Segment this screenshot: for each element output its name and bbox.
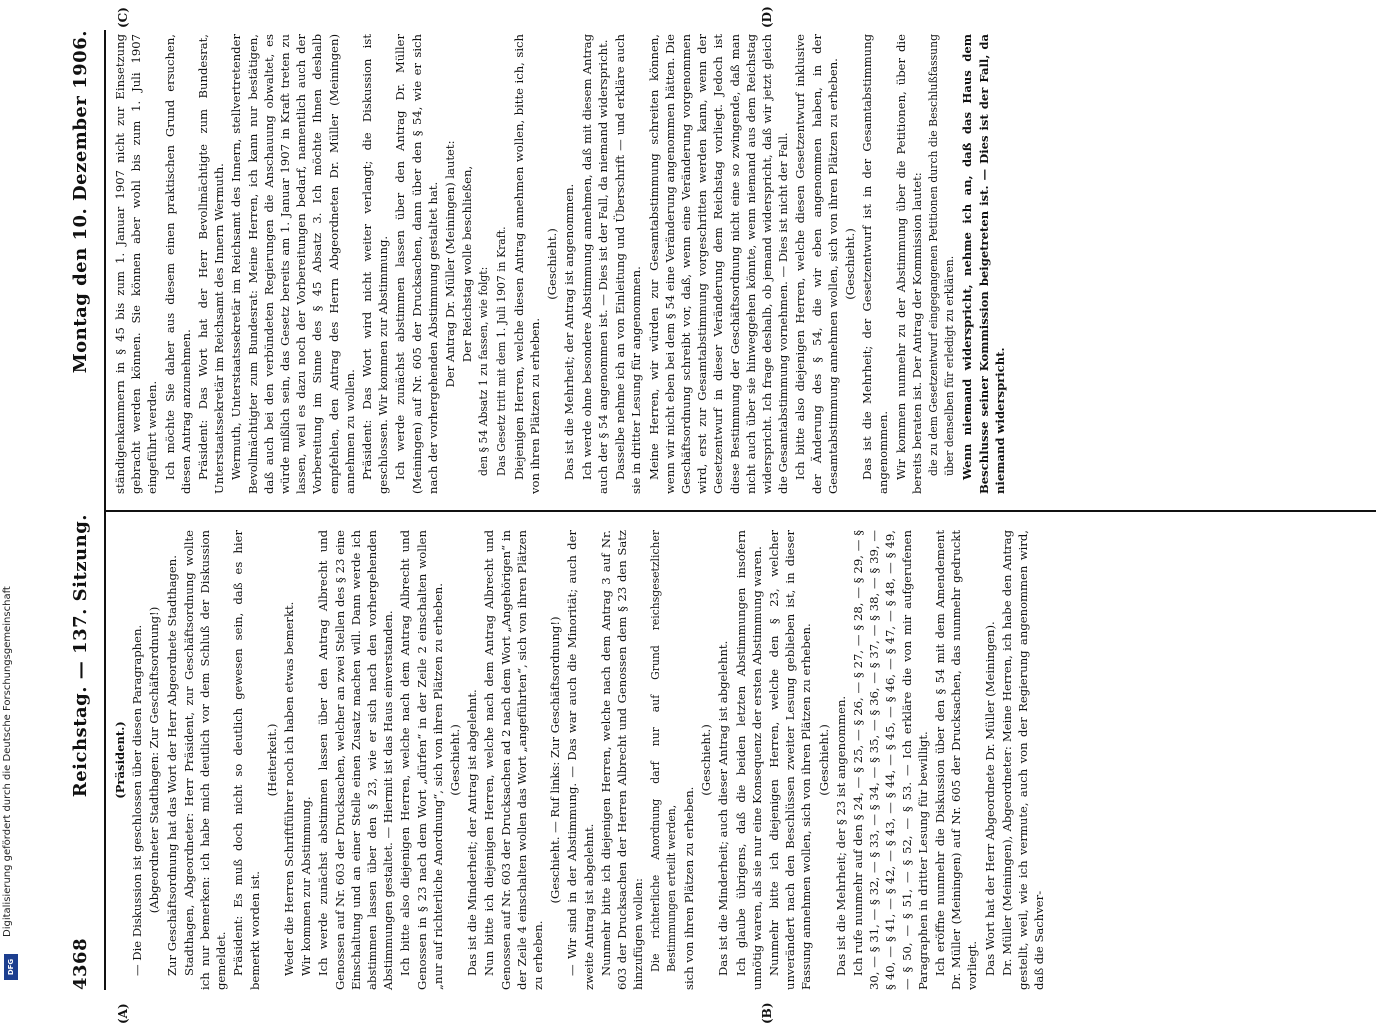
dfg-logo-icon xyxy=(4,954,18,980)
paragraph: Ich glaube übrigens, daß die beiden letzten Abstimmungen insofern unnötig waren, als sie nur eine Konsequenz der ersten Abstimmung waren. xyxy=(733,530,765,990)
paragraph: Die richterliche Anordnung darf nur auf Grund reichsgesetzlicher Bestimmungen erteilt werden, xyxy=(648,530,680,972)
paragraph: ständigenkammern in § 45 bis zum 1. Januar 1907 nicht zur Einsetzung gebracht werden können. Sie können aber wohl bis zum 1. Juli 1907 eingeführt werden. xyxy=(112,34,161,494)
column-separator xyxy=(106,510,1376,512)
paragraph: Der Antrag Dr. Müller (Meiningen) lautet: xyxy=(442,34,458,494)
paragraph: Das ist die Minderheit; der Antrag ist abgelehnt. xyxy=(464,530,480,990)
paragraph: Präsident: Es muß doch nicht so deutlich gewesen sein, daß es hier bemerkt worden ist. xyxy=(230,530,262,990)
paragraph: Wermuth, Unterstaatssekretär im Reichsamt des Innern, stellvertretender Bevollmächtigter zum Bundesrat: Meine Herren, ich kann nur bestätigen, daß auch bei den verbündeten Regierungen die Anschauung obwaltet, es würde mißlich sein, das Gesetz bereits am 1. Januar 1907 in Kraft treten zu lassen, weil es dazu noch der Vorbereitungen bedarf, namentlich auch der Vorbereitung im Sinne des § 45 Absatz 3. Ich möchte Ihnen deshalb empfehlen, den Antrag des Herrn Abgeordneten Dr. Müller (Meiningen) annehmen zu wollen. xyxy=(228,34,358,494)
margin-mark-a: (A) xyxy=(116,1003,130,1024)
paragraph: Ich rufe nunmehr auf den § 24, — § 25, — § 26, — § 27, — § 28, — § 29, — § 30, — § 31, — § 32, — § 33, — § 34, — § 35, — § 36, — § 37, — § 38, — § 39, — § 40, — § 41, — § 42, — § 43, — § 44, — § 45, — § 46, — § 47, — § 48, — § 49, — § 50, — § 51, — § 52, — § 53. — Ich erkläre die von mir aufgerufenen Paragraphen in dritter Lesung für bewilligt. xyxy=(850,530,931,990)
paragraph: (Geschieht.) xyxy=(842,34,858,494)
paragraph: Präsident: Das Wort wird nicht weiter verlangt; die Diskussion ist geschlossen. Wir kommen zur Abstimmung. xyxy=(359,34,391,494)
paragraph: Das ist die Mehrheit; der Antrag ist angenommen. xyxy=(561,34,577,494)
paragraph: Der Reichstag wolle beschließen, xyxy=(459,34,475,494)
paragraph: (Präsident.) xyxy=(112,530,128,990)
paragraph: (Geschieht.) xyxy=(816,530,832,990)
right-column xyxy=(112,34,1009,494)
paragraph: Nun bitte ich diejenigen Herren, welche nach dem Antrag Albrecht und Genossen auf Nr. 603 der Drucksachen ad 2 nach dem Wort „Angehörigen“ in der Zeile 4 einschalten wollen das Wort „angeführten“, sich von ihren Plätzen zu erheben. xyxy=(481,530,546,990)
paragraph: sich von ihren Plätzen zu erheben. xyxy=(681,530,697,990)
paragraph: die zu dem Gesetzentwurf eingegangenen Petitionen durch die Beschlußfassung über denselben für erledigt zu erklären. xyxy=(926,34,958,476)
paragraph: Wir kommen zur Abstimmung. xyxy=(298,530,314,990)
paragraph: — Die Diskussion ist geschlossen über diesen Paragraphen. xyxy=(129,530,145,990)
paragraph: Meine Herren, wir würden zur Gesamtabstimmung schreiten können, wenn wir nicht eben bei dem § 54 eine Veränderung angenommen hätten. Die Geschäftsordnung schreibt vor, daß, wenn eine Veränderung vorgenommen wird, erst zur Gesamtabstimmung vorgeschritten werden kann, wenn der Gesetzentwurf in dieser Veränderung dem Reichstag vorliegt. Jedoch ist diese Bestimmung der Geschäftsordnung nicht eine so zwingende, daß man nicht auch über sie hinweggehen könnte, wenn niemand aus dem Reichstag widerspricht. Ich frage deshalb, ob jemand widerspricht, daß wir jetzt gleich die Gesamtabstimmung vornehmen. — Dies ist nicht der Fall. xyxy=(646,34,792,494)
paragraph: Ich bitte also diejenigen Herren, welche diesen Gesetzentwurf inklusive der Änderung des § 54, die wir eben angenommen haben, in der Gesamtabstimmung annehmen wollen, sich von ihren Plätzen zu erheben. xyxy=(792,34,841,494)
paragraph: — Wir sind in der Abstimmung. — Das war auch die Minorität; auch der zweite Antrag ist abgelehnt. xyxy=(564,530,596,990)
page-header xyxy=(60,30,100,990)
paragraph: Zur Geschäftsordnung hat das Wort der Herr Abgeordnete Stadthagen. xyxy=(164,530,180,990)
paragraph: Das ist die Mehrheit; der Gesetzentwurf ist in der Gesamtabstimmung angenommen. xyxy=(859,34,891,494)
paragraph: Ich werde zunächst abstimmen lassen über den Antrag Albrecht und Genossen auf Nr. 603 der Drucksachen, welcher an zwei Stellen des § 23 eine Einschaltung und an einer Stelle einen Zusatz machen will. Dann werde ich abstimmen lassen über den § 23, wie er sich nach den vorhergehenden Abstimmungen gestaltet. — Hiermit ist das Haus einverstanden. xyxy=(315,530,396,990)
page-number: 4368 xyxy=(70,938,91,990)
margin-mark-b: (B) xyxy=(760,1003,774,1024)
paragraph: Nunmehr bitte ich diejenigen Herren, welche den § 23, welcher unverändert nach den Beschlüssen zweiter Lesung geblieben ist, in dieser Fassung annehmen wollen, sich von ihren Plätzen zu erheben. xyxy=(766,530,815,990)
paragraph: Ich bitte also diejenigen Herren, welche nach dem Antrag Albrecht und Genossen in § 23 nach dem Wort „dürfen“ in der Zeile 2 einschalten wollen „nur auf richterliche Anordnung“, sich von ihren Plätzen zu erheben. xyxy=(397,530,446,990)
paragraph: Ich eröffne nunmehr die Diskussion über den § 54 mit dem Amendement Dr. Müller (Meiningen) auf Nr. 605 der Drucksachen, das nunmehr gedruckt vorliegt. xyxy=(932,530,981,990)
paragraph: Das Wort hat der Herr Abgeordnete Dr. Müller (Meiningen). xyxy=(982,530,998,990)
margin-mark-c: (C) xyxy=(116,7,130,28)
paragraph: (Geschieht.) xyxy=(447,530,463,990)
paragraph: Stadthagen, Abgeordneter: Herr Präsident, zur Geschäftsordnung wollte ich nur bemerken: ich habe mich deutlich vor dem Schluß der Diskussion gemeldet. xyxy=(181,530,230,990)
margin-mark-d: (D) xyxy=(760,6,774,28)
paragraph: Diejenigen Herren, welche diesen Antrag annehmen wollen, bitte ich, sich von ihren Plätzen zu erheben. xyxy=(511,34,543,494)
digitization-credit xyxy=(2,8,20,988)
paragraph: Das ist die Minderheit; auch dieser Antrag ist abgelehnt. xyxy=(715,530,731,990)
paragraph: Das ist die Mehrheit; der § 23 ist angenommen. xyxy=(833,530,849,990)
paragraph: Nunmehr bitte ich diejenigen Herren, welche nach dem Antrag 3 auf Nr. 603 der Drucksachen der Herren Albrecht und Genossen dem § 23 den Satz hinzufügen wollen: xyxy=(598,530,647,990)
paragraph: Präsident: Das Wort hat der Herr Bevollmächtigte zum Bundesrat, Unterstaatssekretär im Reichsamt des Innern Wermuth. xyxy=(195,34,227,494)
paragraph: (Geschieht.) xyxy=(698,530,714,990)
paragraph: Ich möchte Sie daher aus diesem einen praktischen Grund ersuchen, diesen Antrag anzunehmen. xyxy=(162,34,194,494)
paragraph: Ich werde zunächst abstimmen lassen über den Antrag Dr. Müller (Meiningen) auf Nr. 605 der Drucksachen, dann über den § 54, wie er sich nach der vorhergehenden Abstimmung gestaltet hat. xyxy=(392,34,441,494)
paragraph: (Heiterkeit.) xyxy=(264,530,280,990)
rotated-page-content xyxy=(60,30,1380,990)
dfg-logo-text: DFG xyxy=(7,959,15,975)
paragraph: Dr. Müller (Meiningen), Abgeordneter: Meine Herren, ich habe den Antrag gestellt, weil, wie ich vermute, auch von der Regierung angenommen wird, daß die Sachver- xyxy=(999,530,1048,990)
paragraph: Wenn niemand widerspricht, nehme ich an, daß das Haus dem Beschlusse seiner Kommission beigetreten ist. — Dies ist der Fall, da niemand widerspricht. xyxy=(959,34,1008,494)
paragraph: (Geschieht. — Ruf links: Zur Geschäftsordnung!) xyxy=(547,530,563,990)
paragraph: Das Gesetz tritt mit dem 1. Juli 1907 in Kraft. xyxy=(494,34,510,476)
paragraph: Dasselbe nehme ich an von Einleitung und Überschrift — und erkläre auch sie in dritter Lesung für angenommen. xyxy=(612,34,644,494)
paragraph: (Geschieht.) xyxy=(544,34,560,494)
paragraph: den § 54 Absatz 1 zu fassen, wie folgt: xyxy=(476,34,492,476)
left-column xyxy=(112,530,1048,990)
header-date: Montag den 10. Dezember 1906. xyxy=(70,30,91,373)
header-title: Reichstag. — 137. Sitzung. xyxy=(70,373,91,938)
paragraph: Ich werde ohne besondere Abstimmung annehmen, daß mit diesem Antrag auch der § 54 angenommen ist. — Dies ist der Fall, da niemand widerspricht. xyxy=(579,34,611,494)
paragraph: Wir kommen nunmehr zu der Abstimmung über die Petitionen, über die bereits beraten ist. Der Antrag der Kommission lautet: xyxy=(893,34,925,494)
paragraph: Weder die Herren Schriftführer noch ich haben etwas bemerkt. xyxy=(281,530,297,990)
digitization-credit-text: Digitalisierung gefördert durch die Deutsche Forschungsgemeinschaft xyxy=(2,586,13,937)
paragraph: (Abgeordneter Stadthagen: Zur Geschäftsordnung!) xyxy=(146,530,162,990)
